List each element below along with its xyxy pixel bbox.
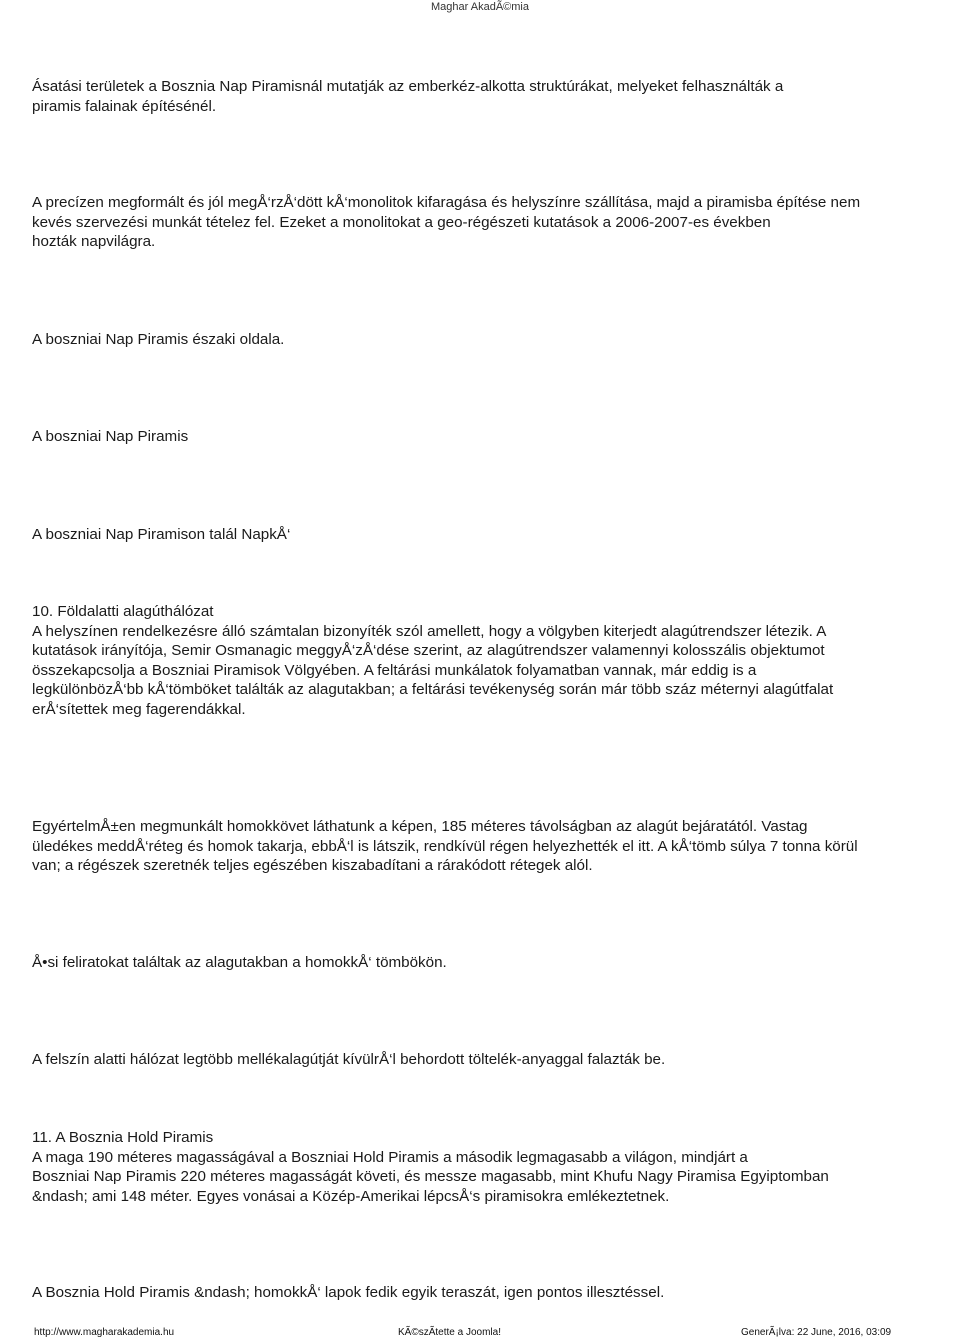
image-caption-sun-pyramid [32, 427, 952, 447]
text-line: kutatások irányítója, Semir Osmanagic meggyÅ‘zÅ‘dése szerint, az alagútrendszer valamennyi kolosszális objektumot [32, 642, 825, 659]
text-line: legkülönbözÅ‘bb kÅ‘tömböket találták az alagutakban; a feltárási tevékenység során már több száz méternyi alagútfalat [32, 681, 834, 698]
text-line: A precízen megformált és jól megÅ‘rzÅ‘dött kÅ‘monolitok kifaragása és helyszínre szállítása, majd a piramisba építése nem [32, 194, 861, 211]
text-line: Ásatási területek a Bosznia Nap Piramisnál mutatják az emberkéz-alkotta struktúrákat, melyeket felhasználták a [32, 78, 784, 95]
text-line: A Bosznia Hold Piramis &ndash; homokkÅ‘ lapok fedik egyik teraszát, igen pontos illesztéssel. [32, 1284, 665, 1301]
text-line: &ndash; ami 148 méter. Egyes vonásai a Közép-Amerikai lépcsÅ‘s piramisokra emlékeztetnek. [32, 1187, 670, 1205]
text-line: erÅ‘sítettek meg fagerendákkal. [32, 700, 246, 718]
text-line: Å•si feliratokat találtak az alagutakban a homokkÅ‘ tömbökön. [32, 954, 447, 971]
image-caption-north-side [32, 330, 952, 350]
text-line: van; a régészek szeretnék teljes egészében kiszabadítani a rárakódott rétegek alól. [32, 857, 593, 874]
footer-generated-date: GenerÃ¡lva: 22 June, 2016, 03:09 [741, 1327, 892, 1338]
text-line: A boszniai Nap Piramis északi oldala. [32, 331, 285, 348]
section-heading: 10. Földalatti alagúthálózat [32, 603, 214, 620]
text-line: piramis falainak építésénél. [32, 97, 217, 115]
section-11-moon-pyramid [32, 1128, 952, 1206]
text-line: A boszniai Nap Piramis [32, 428, 189, 445]
page-footer [0, 1327, 960, 1341]
paragraph-moon-pyramid-caption [32, 1283, 952, 1303]
text-line: A boszniai Nap Piramison talál NapkÅ‘ [32, 526, 291, 543]
image-caption-sun-pyramid-found [32, 525, 952, 545]
text-line: A maga 190 méteres magasságával a Boszniai Hold Piramis a második legmagasabb a világon, mindjárt a [32, 1148, 748, 1166]
text-line: üledékes meddÅ‘réteg és homok takarja, ebbÅ‘l is látszik, rendkívül régen helyezhették el itt. A kÅ‘tömb súlya 7 tonna körül [32, 837, 858, 855]
text-line: hozták napvilágra. [32, 233, 156, 250]
paragraph-2 [32, 193, 952, 252]
text-line: Boszniai Nap Piramis 220 méteres magasságát követi, és messze magasabb, mint Khufu Nagy Piramisa Egyiptomban [32, 1168, 829, 1185]
footer-url[interactable]: http://www.magharakademia.hu [34, 1327, 175, 1338]
footer-powered-by: KÃ©szÃtette a Joomla! [398, 1327, 501, 1338]
header-site-name: Maghar AkadÃ©mia [431, 1, 529, 13]
text-line: összekapcsolja a Boszniai Piramisok Völgyében. A feltárási munkálatok folyamatban vannak, már eddig is a [32, 661, 757, 679]
paragraph-1 [32, 77, 952, 116]
text-line: A felszín alatti hálózat legtöbb mellékalagútját kívülrÅ‘l behordott töltelék-anyaggal falazták be. [32, 1051, 666, 1068]
paragraph-sandstone [32, 817, 952, 876]
text-line: kevés szervezési munkát tételez fel. Ezeket a monolitokat a geo-régészeti kutatások a 2006-2007-es években [32, 213, 771, 231]
paragraph-inscriptions [32, 953, 952, 973]
section-heading: 11. A Bosznia Hold Piramis [32, 1129, 214, 1146]
section-10-tunnel-network [32, 602, 952, 719]
text-line: A helyszínen rendelkezésre álló számtalan bizonyíték szól amellett, hogy a völgyben kiterjedt alagútrendszer létezik. A [32, 622, 827, 640]
paragraph-tunnel-filling [32, 1050, 952, 1070]
text-line: EgyértelmÅ±en megmunkált homokkövet láthatunk a képen, 185 méteres távolságban az alagút bejáratától. Vastag [32, 818, 808, 835]
